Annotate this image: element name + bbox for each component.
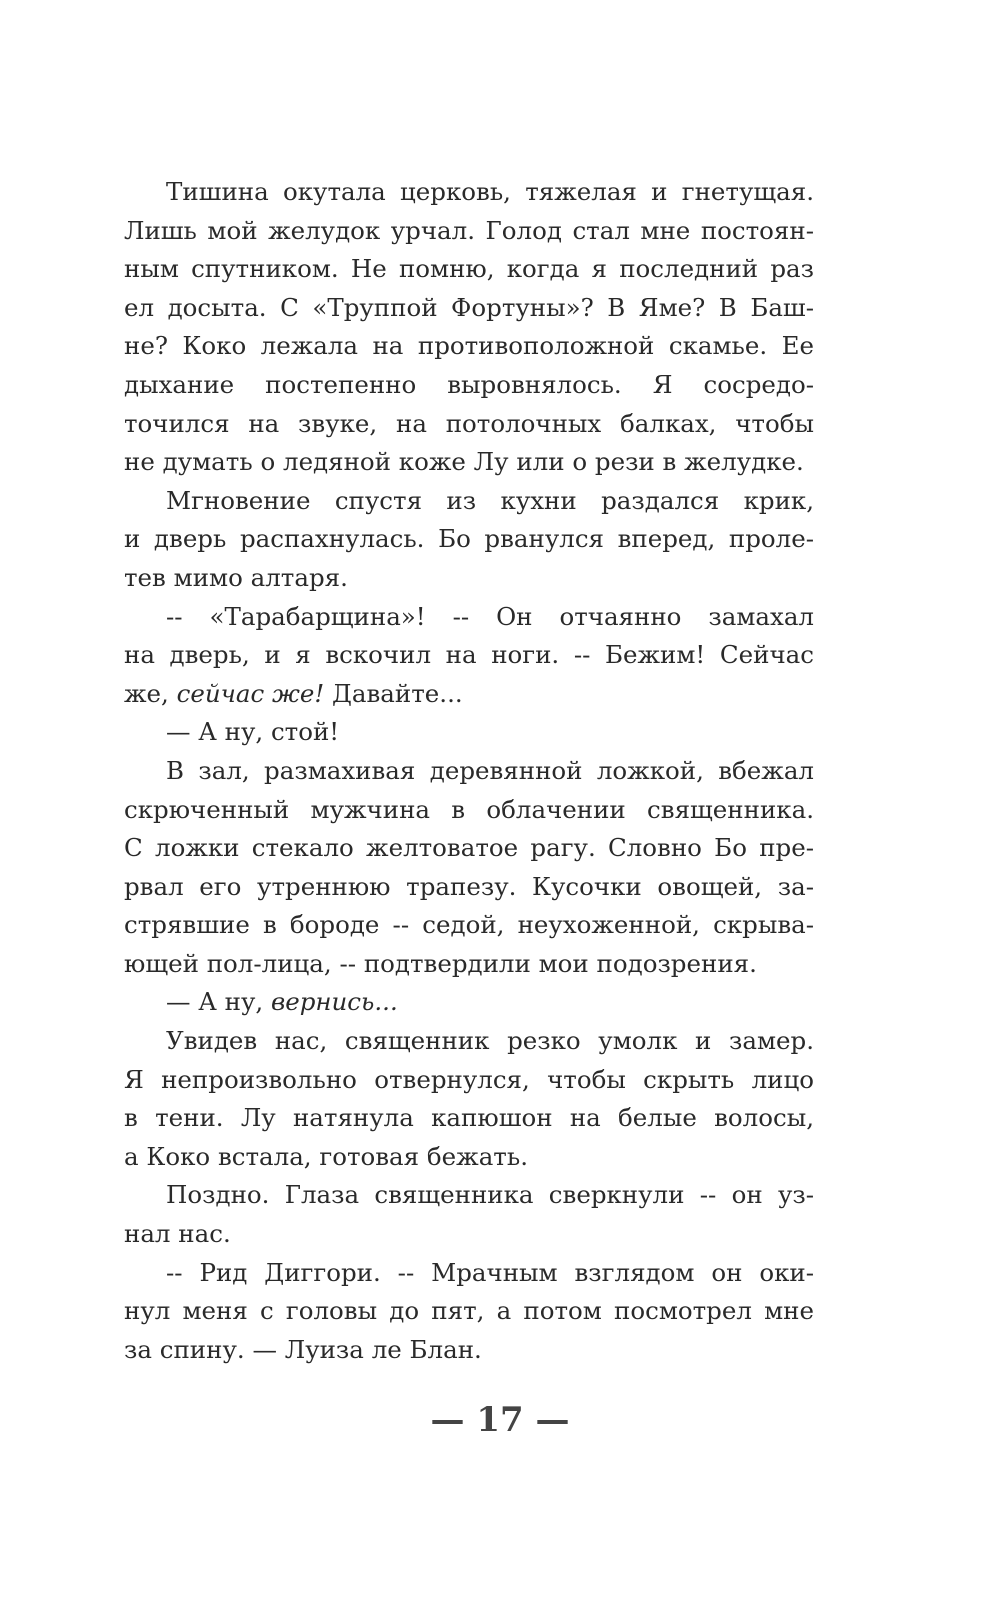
text-line [124,713,814,752]
text-line [124,983,814,1022]
text-line [124,675,814,714]
text-run: стрявшие в бороде -- седой, неухоженной, скрыва- [124,910,814,940]
text-run: нал нас. [124,1219,231,1249]
text-run: за спину. — Луиза ле Блан. [124,1334,482,1364]
page-number: — 17 — [430,1400,570,1440]
text-run: не? Коко лежала на противоположной скамье. Ее [124,331,814,361]
text-line [124,1176,814,1215]
body-text [124,173,814,1369]
text-line [124,906,814,945]
text-line [124,520,814,559]
text-line [124,1138,814,1177]
text-line [124,636,814,675]
text-run: -- Рид Диггори. -- Мрачным взглядом он оки- [166,1257,814,1287]
text-line [124,327,814,366]
text-line [124,289,814,328]
text-line [124,250,814,289]
text-run: рвал его утреннюю трапезу. Кусочки овощей, за- [124,871,814,901]
text-run: а Коко встала, готовая бежать. [124,1141,528,1171]
text-line [124,945,814,984]
text-run: — А ну, стой! [166,717,340,747]
text-run: и дверь распахнулась. Бо рванулся вперед, проле- [124,524,814,554]
text-line [124,1254,814,1293]
text-line [124,366,814,405]
text-line [124,752,814,791]
text-run: Поздно. Глаза священника сверкнули -- он уз- [166,1180,814,1210]
italic-text-run: вернись... [270,987,398,1017]
text-run: ел досыта. С «Труппой Фортуны»? В Яме? В Баш- [124,292,814,322]
italic-text-run: сейчас же! [176,678,325,708]
text-run: -- «Тарабарщина»! -- Он отчаянно замахал [166,601,814,631]
text-line [124,405,814,444]
text-line [124,791,814,830]
text-run: Тишина окутала церковь, тяжелая и гнетущая. [166,177,814,206]
text-run: Я непроизвольно отвернулся, чтобы скрыть лицо [124,1064,814,1094]
text-run: не думать о ледяной коже Лу или о рези в желудке. [124,447,804,477]
text-line [124,1099,814,1138]
text-run: В зал, размахивая деревянной ложкой, вбежал [166,755,814,785]
text-line [124,559,814,598]
text-line [124,598,814,637]
text-run: в тени. Лу натянула капюшон на белые волосы, [124,1103,814,1133]
text-line [124,1061,814,1100]
text-run: ным спутником. Не помню, когда я последний раз [124,254,814,284]
text-line [124,1292,814,1331]
text-line [124,1331,814,1370]
text-line [124,173,814,212]
text-line [124,482,814,521]
text-line [124,1215,814,1254]
text-run: тев мимо алтаря. [124,562,348,592]
text-run: Увидев нас, священник резко умолк и замер. [166,1026,814,1056]
text-run: точился на звуке, на потолочных балках, чтобы [124,408,814,438]
text-line [124,868,814,907]
text-run: скрюченный мужчина в облачении священника. [124,794,814,824]
text-line [124,212,814,251]
text-line [124,829,814,868]
text-run: же, [124,678,177,708]
text-line [124,1022,814,1061]
text-run: дыхание постепенно выровнялось. Я сосредо- [124,369,814,399]
text-run: — А ну, [166,987,271,1017]
text-run: на дверь, и я вскочил на ноги. -- Бежим! Сейчас [124,640,814,670]
text-line [124,443,814,482]
text-run: Мгновение спустя из кухни раздался крик, [166,485,814,515]
text-run: Лишь мой желудок урчал. Голод стал мне постоян- [124,215,814,245]
text-run: С ложки стекало желтоватое рагу. Словно Бо пре- [124,833,814,863]
text-run: ющей пол-лица, -- подтвердили мои подозрения. [124,948,757,978]
text-run: Давайте... [324,678,463,708]
text-run: нул меня с головы до пят, а потом посмотрел мне [124,1296,814,1326]
